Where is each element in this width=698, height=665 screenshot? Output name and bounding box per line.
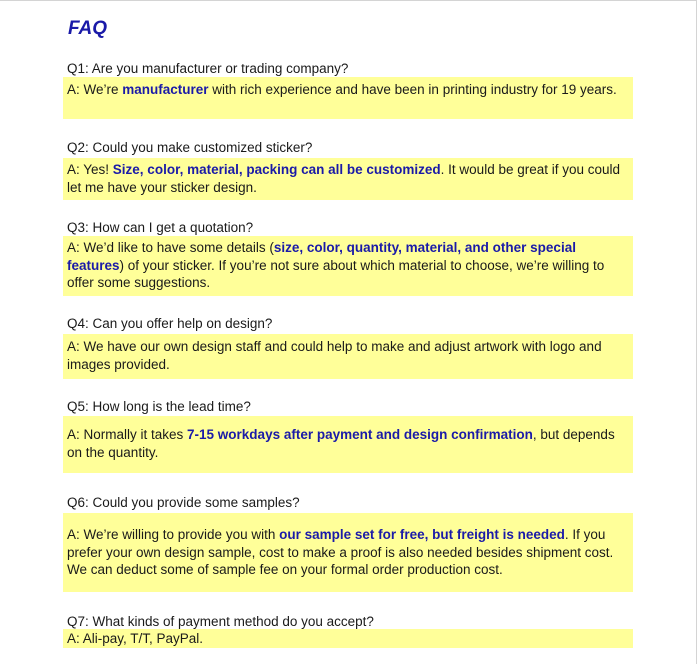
answer-text: with rich experience and have been in printing industry for 19 years. — [208, 82, 617, 97]
page-title: FAQ — [68, 18, 108, 39]
faq-answer-4 — [63, 334, 633, 379]
faq-answer-1 — [63, 77, 633, 119]
faq-answer-5 — [63, 416, 633, 473]
faq-answer-7 — [63, 629, 633, 648]
faq-question-2: Q2: Could you make customized sticker? — [67, 140, 313, 155]
faq-question-6: Q6: Could you provide some samples? — [67, 495, 300, 510]
faq-question-7: Q7: What kinds of payment method do you accept? — [67, 614, 374, 629]
faq-answer-3 — [63, 236, 633, 296]
faq-question-4: Q4: Can you offer help on design? — [67, 316, 273, 331]
answer-text: , but depends on the quantity. — [67, 427, 615, 460]
answer-text: A: Yes! — [67, 162, 113, 177]
answer-text: A: We’re willing to provide you with — [67, 527, 280, 542]
answer-text: . If you prefer your own design sample, cost to make a proof is also needed besides shipment cost. We can deduct some of sample fee on your formal order production cost. — [67, 527, 614, 577]
faq-question-5: Q5: How long is the lead time? — [67, 399, 251, 414]
answer-text: A: Normally it takes — [67, 427, 188, 442]
answer-highlight: Size, color, material, packing can all be customized — [112, 162, 441, 177]
faq-answer-2 — [63, 158, 633, 200]
answer-text: . It would be great if you could let me have your sticker design. — [67, 162, 621, 195]
answer-highlight: our sample set for free, but freight is needed — [279, 527, 565, 542]
answer-text: A: We’re — [67, 82, 123, 97]
answer-text: A: We’d like to have some details ( — [67, 240, 274, 255]
answer-text: A: We have our own design staff and could help to make and adjust artwork with logo and images provided. — [67, 339, 602, 372]
answer-text: ) of your sticker. If you’re not sure about which material to choose, we’re willing to offer some suggestions. — [67, 257, 605, 290]
answer-highlight: manufacturer — [122, 82, 209, 97]
answer-highlight: size, color, quantity, material, and other special features — [67, 240, 576, 273]
answer-text: A: Ali-pay, T/T, PayPal. — [67, 631, 204, 646]
answer-highlight: 7-15 workdays after payment and design confirmation — [187, 427, 533, 442]
faq-question-1: Q1: Are you manufacturer or trading company? — [67, 61, 349, 76]
faq-answer-6 — [63, 513, 633, 592]
faq-question-3: Q3: How can I get a quotation? — [67, 220, 254, 235]
